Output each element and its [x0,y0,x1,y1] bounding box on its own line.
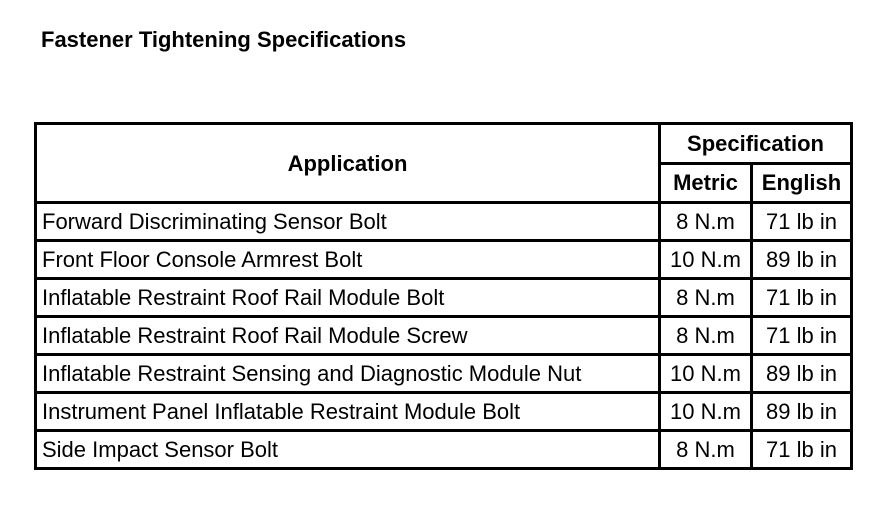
header-english: English [752,163,852,203]
cell-english: 71 lb in [752,431,852,469]
table-row [36,241,852,279]
table-row [36,393,852,431]
cell-metric: 8 N.m [660,317,752,355]
cell-metric: 8 N.m [660,279,752,317]
cell-application: Forward Discriminating Sensor Bolt [36,203,660,241]
cell-english: 89 lb in [752,393,852,431]
table-row [36,279,852,317]
cell-metric: 10 N.m [660,241,752,279]
cell-application: Side Impact Sensor Bolt [36,431,660,469]
cell-application: Front Floor Console Armrest Bolt [36,241,660,279]
cell-english: 89 lb in [752,355,852,393]
cell-application: Inflatable Restraint Roof Rail Module Bolt [36,279,660,317]
header-row-top [36,124,852,164]
cell-english: 71 lb in [752,203,852,241]
header-metric: Metric [660,163,752,203]
fastener-spec-table [34,122,853,470]
cell-english: 71 lb in [752,317,852,355]
cell-metric: 10 N.m [660,355,752,393]
cell-metric: 8 N.m [660,431,752,469]
page-title: Fastener Tightening Specifications [41,27,407,52]
table-row [36,317,852,355]
cell-english: 71 lb in [752,279,852,317]
table-row [36,431,852,469]
cell-application: Inflatable Restraint Sensing and Diagnostic Module Nut [36,355,660,393]
header-application: Application [36,124,660,203]
table-row [36,355,852,393]
cell-metric: 10 N.m [660,393,752,431]
cell-application: Inflatable Restraint Roof Rail Module Screw [36,317,660,355]
cell-english: 89 lb in [752,241,852,279]
cell-application: Instrument Panel Inflatable Restraint Module Bolt [36,393,660,431]
cell-metric: 8 N.m [660,203,752,241]
table-row [36,203,852,241]
header-specification: Specification [660,124,852,164]
